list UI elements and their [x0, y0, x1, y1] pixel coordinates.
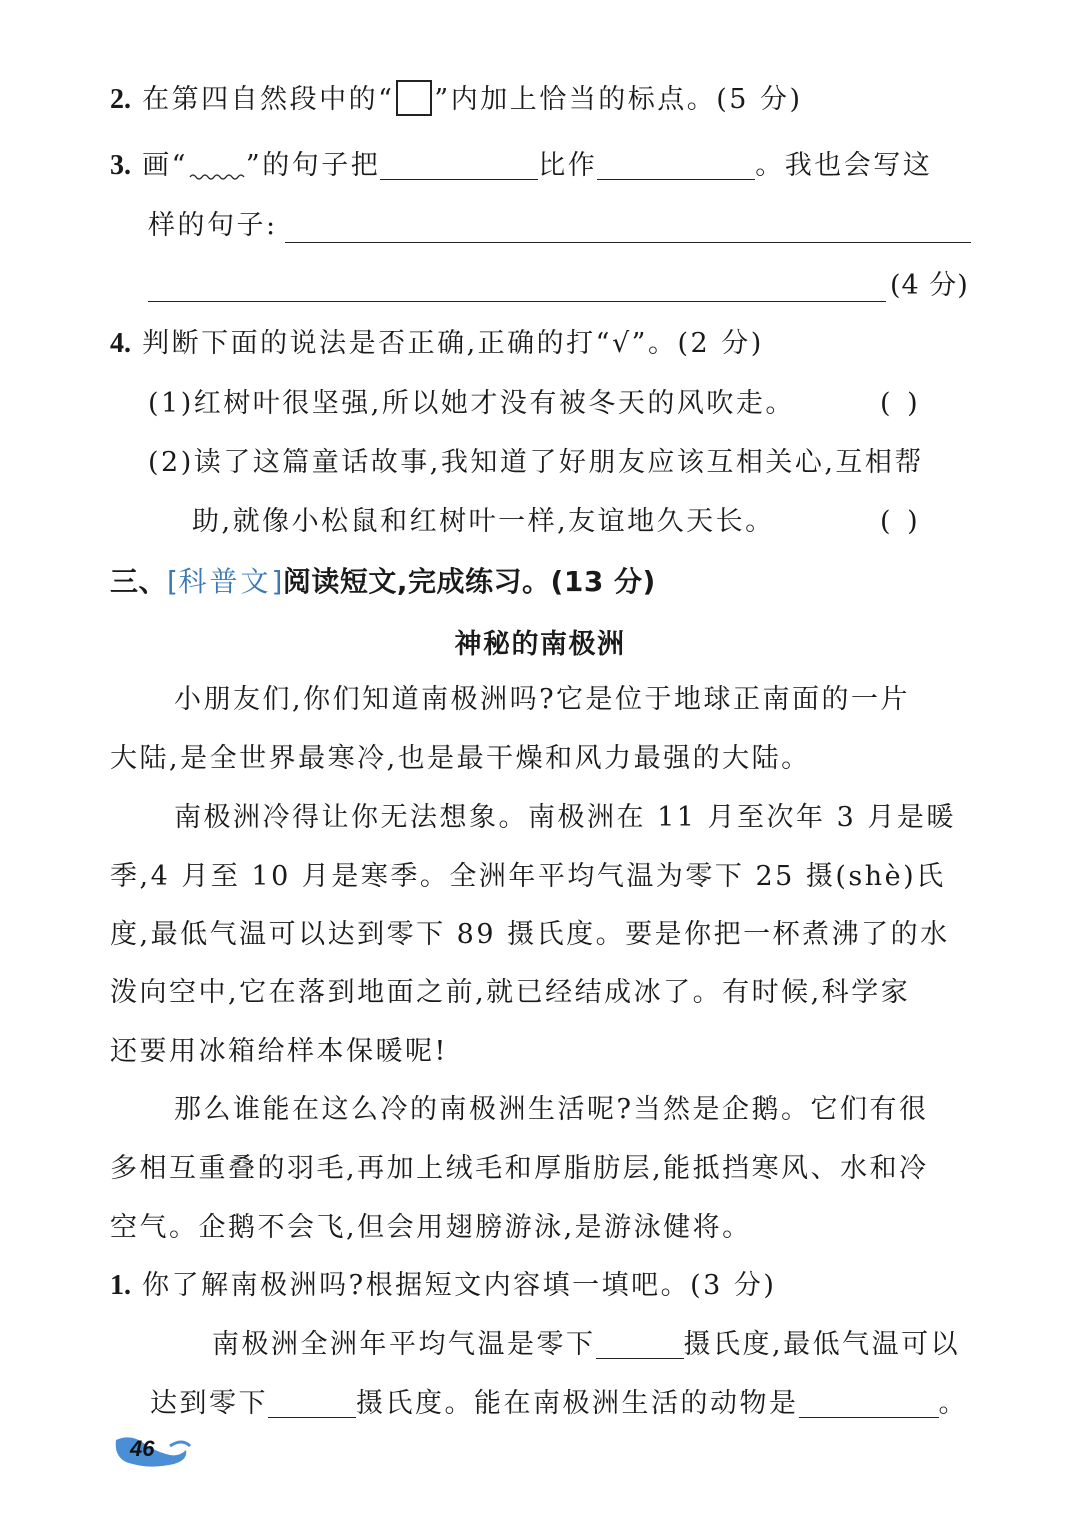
question-text: 。	[938, 1388, 968, 1419]
article-line: 那么谁能在这么冷的南极洲生活呢?当然是企鹅。它们有很	[174, 1094, 929, 1125]
question-text: 比作	[538, 150, 598, 181]
fill-line-1	[212, 1325, 960, 1365]
question-text: 在第四自然段中的“	[142, 84, 395, 115]
fill-line-2	[150, 1384, 968, 1424]
question-text: 摄氏度,最低气温可以	[683, 1329, 961, 1360]
question-text: 。我也会写这	[755, 150, 933, 181]
question-text: ”的句子把	[245, 150, 381, 181]
answer-line[interactable]	[148, 301, 886, 302]
question-text: 画“	[142, 150, 188, 181]
answer-paren[interactable]: ( )	[880, 388, 922, 419]
page-number: 46	[130, 1436, 155, 1461]
article-title: 神秘的南极洲	[454, 629, 626, 660]
question-number: 4.	[110, 328, 131, 359]
article-line: 季,4 月至 10 月是寒季。全洲年平均气温为零下 25 摄(shè)氏	[110, 861, 946, 892]
question-2	[110, 80, 803, 120]
question-1	[110, 1266, 776, 1306]
question-text: ”内加上恰当的标点。(5 分)	[434, 84, 803, 115]
question-text: 南极洲全洲年平均气温是零下	[212, 1329, 596, 1360]
question-text: 你了解南极洲吗?根据短文内容填一填吧。(3 分)	[142, 1270, 777, 1301]
article-line: 度,最低气温可以达到零下 89 摄氏度。要是你把一杯煮沸了的水	[110, 919, 950, 950]
judgement-item-2-cont: 助,就像小松鼠和红树叶一样,友谊地久天长。	[192, 506, 775, 537]
article-line: 还要用冰箱给样本保暖呢!	[110, 1036, 448, 1067]
article-line: 泼向空中,它在落到地面之前,就已经结成冰了。有时候,科学家	[110, 977, 911, 1008]
article-line: 多相互重叠的羽毛,再加上绒毛和厚脂肪层,能抵挡寒风、水和冷	[110, 1153, 929, 1184]
answer-paren[interactable]: ( )	[880, 506, 922, 537]
question-3	[110, 146, 932, 186]
section-header	[110, 562, 656, 602]
score-label: (4 分)	[890, 270, 969, 301]
answer-blank[interactable]	[268, 1387, 356, 1418]
article-line: 大陆,是全世界最寒冷,也是最干燥和风力最强的大陆。	[110, 743, 811, 774]
genre-tag: 科普文	[178, 565, 272, 598]
bracket: ]	[271, 565, 283, 598]
answer-blank[interactable]	[597, 149, 755, 180]
answer-blank[interactable]	[596, 1328, 684, 1359]
section-title: 阅读短文,完成练习。(13 分)	[282, 565, 656, 598]
bracket: [	[167, 565, 179, 598]
section-number: 三、	[110, 565, 168, 598]
question-text: 摄氏度。能在南极洲生活的动物是	[356, 1388, 799, 1419]
question-text: 样的句子:	[148, 210, 278, 241]
article-line: 南极洲冷得让你无法想象。南极洲在 11 月至次年 3 月是暖	[174, 802, 956, 833]
article-line: 小朋友们,你们知道南极洲吗?它是位于地球正南面的一片	[174, 684, 911, 715]
question-number: 1.	[110, 1270, 131, 1301]
wavy-underline-icon	[188, 150, 246, 180]
punctuation-box[interactable]	[396, 80, 432, 116]
judgement-item-1: (1)红树叶很坚强,所以她才没有被冬天的风吹走。	[148, 388, 795, 419]
judgement-item-2: (2)读了这篇童话故事,我知道了好朋友应该互相关心,互相帮	[148, 447, 924, 478]
answer-blank[interactable]	[380, 149, 538, 180]
question-text: 达到零下	[150, 1388, 268, 1419]
question-3-line2	[148, 206, 278, 246]
question-4	[110, 324, 764, 364]
question-number: 3.	[110, 150, 131, 181]
answer-line[interactable]	[285, 242, 971, 243]
answer-blank[interactable]	[799, 1387, 939, 1418]
article-line: 空气。企鹅不会飞,但会用翅膀游泳,是游泳健将。	[110, 1212, 752, 1243]
question-text: 判断下面的说法是否正确,正确的打“√”。(2 分)	[142, 328, 764, 359]
question-number: 2.	[110, 84, 131, 115]
